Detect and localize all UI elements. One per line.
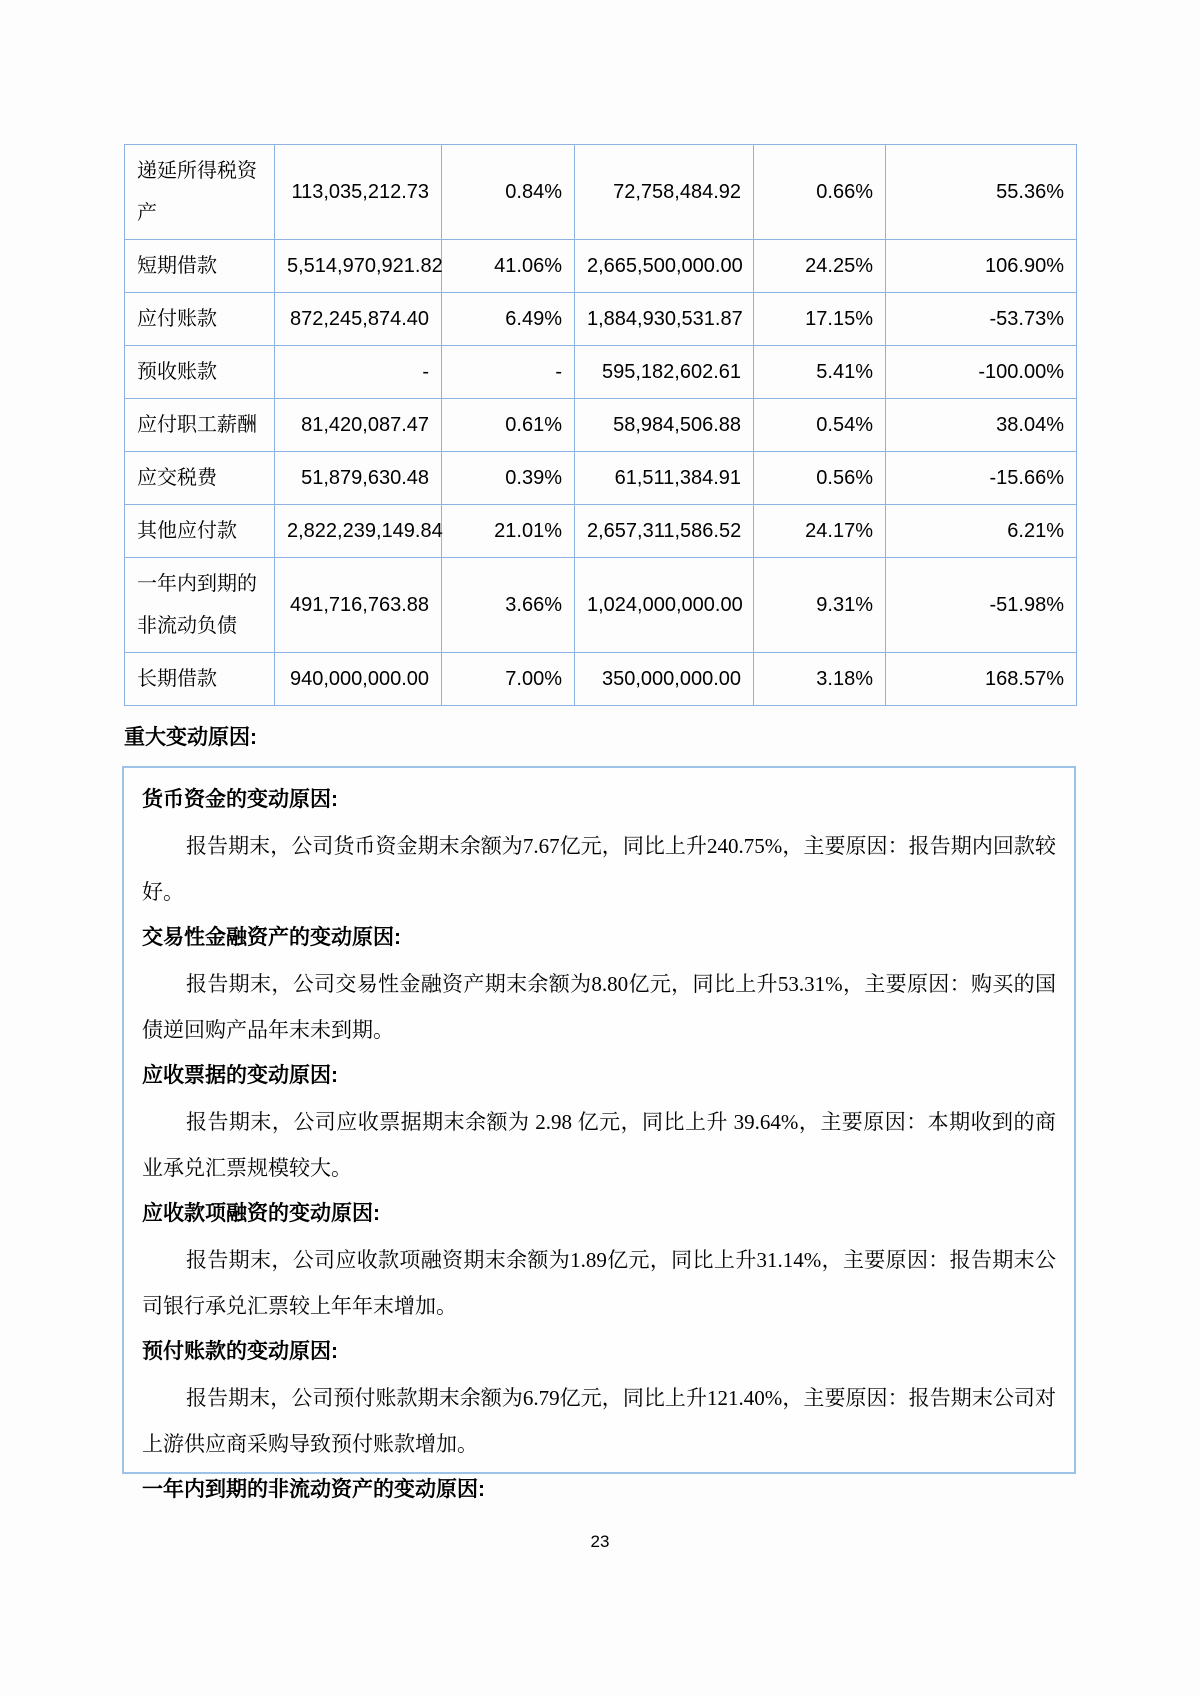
end-amount-cell: 2,822,239,149.84 [275, 505, 442, 558]
end-amount-cell: 81,420,087.47 [275, 399, 442, 452]
end-amount-cell: 872,245,874.40 [275, 293, 442, 346]
row-item-name: 应付职工薪酬 [125, 399, 275, 452]
end-pct-cell: 0.61% [442, 399, 575, 452]
change-pct-cell: -53.73% [886, 293, 1077, 346]
change-pct-cell: -51.98% [886, 558, 1077, 653]
major-change-reason-heading: 重大变动原因: [124, 726, 257, 749]
table-row [125, 399, 1077, 452]
reason-section-body: 报告期末，公司交易性金融资产期末余额为8.80亿元，同比上升53.31%，主要原因：购买的国债逆回购产品年末未到期。 [142, 972, 1056, 1042]
begin-pct-cell: 0.56% [754, 452, 886, 505]
change-pct-cell: -15.66% [886, 452, 1077, 505]
end-pct-cell: 3.66% [442, 558, 575, 653]
reason-section-heading: 预付账款的变动原因: [142, 1340, 338, 1363]
begin-pct-cell: 24.17% [754, 505, 886, 558]
table-row [125, 558, 1077, 653]
reason-section-heading: 应收票据的变动原因: [142, 1064, 338, 1087]
row-item-name: 应交税费 [125, 452, 275, 505]
reason-section-body: 报告期末，公司货币资金期末余额为7.67亿元，同比上升240.75%，主要原因：报告期内回款较好。 [142, 834, 1056, 904]
begin-amount-cell: 72,758,484.92 [575, 145, 754, 240]
end-pct-cell: 21.01% [442, 505, 575, 558]
page-number: 23 [590, 1532, 610, 1551]
change-pct-cell: 106.90% [886, 240, 1077, 293]
begin-pct-cell: 17.15% [754, 293, 886, 346]
financial-changes-table [124, 144, 1077, 706]
begin-pct-cell: 3.18% [754, 653, 886, 706]
end-pct-cell: 7.00% [442, 653, 575, 706]
row-item-name: 其他应付款 [125, 505, 275, 558]
change-pct-cell: 55.36% [886, 145, 1077, 240]
begin-amount-cell: 2,665,500,000.00 [575, 240, 754, 293]
end-pct-cell: 0.39% [442, 452, 575, 505]
row-item-name: 应付账款 [125, 293, 275, 346]
table-row [125, 505, 1077, 558]
row-item-name: 短期借款 [125, 240, 275, 293]
reason-section-body: 报告期末，公司应收票据期末余额为 2.98 亿元，同比上升 39.64%，主要原因：本期收到的商业承兑汇票规模较大。 [142, 1110, 1056, 1180]
end-amount-cell: 5,514,970,921.82 [275, 240, 442, 293]
reason-section-heading: 货币资金的变动原因: [142, 788, 338, 811]
row-item-name: 递延所得税资产 [125, 145, 275, 240]
end-amount-cell: 491,716,763.88 [275, 558, 442, 653]
begin-pct-cell: 24.25% [754, 240, 886, 293]
begin-amount-cell: 2,657,311,586.52 [575, 505, 754, 558]
begin-amount-cell: 1,884,930,531.87 [575, 293, 754, 346]
reason-section-body: 报告期末，公司预付账款期末余额为6.79亿元，同比上升121.40%，主要原因：报告期末公司对上游供应商采购导致预付账款增加。 [142, 1386, 1056, 1456]
table-row [125, 293, 1077, 346]
begin-amount-cell: 595,182,602.61 [575, 346, 754, 399]
end-amount-cell: - [275, 346, 442, 399]
begin-amount-cell: 1,024,000,000.00 [575, 558, 754, 653]
row-item-name: 长期借款 [125, 653, 275, 706]
change-pct-cell: 168.57% [886, 653, 1077, 706]
begin-pct-cell: 0.66% [754, 145, 886, 240]
end-pct-cell: - [442, 346, 575, 399]
reason-section-body: 报告期末，公司应收款项融资期末余额为1.89亿元，同比上升31.14%，主要原因：报告期末公司银行承兑汇票较上年年末增加。 [142, 1248, 1056, 1318]
begin-pct-cell: 5.41% [754, 346, 886, 399]
row-item-name: 一年内到期的非流动负债 [125, 558, 275, 653]
change-pct-cell: -100.00% [886, 346, 1077, 399]
end-amount-cell: 51,879,630.48 [275, 452, 442, 505]
end-pct-cell: 0.84% [442, 145, 575, 240]
reason-section-heading: 应收款项融资的变动原因: [142, 1202, 380, 1225]
begin-amount-cell: 61,511,384.91 [575, 452, 754, 505]
end-pct-cell: 6.49% [442, 293, 575, 346]
table-row [125, 452, 1077, 505]
reason-section-heading: 一年内到期的非流动资产的变动原因: [142, 1478, 485, 1501]
table-row [125, 346, 1077, 399]
begin-pct-cell: 9.31% [754, 558, 886, 653]
table-row [125, 240, 1077, 293]
row-item-name: 预收账款 [125, 346, 275, 399]
reason-section-heading: 交易性金融资产的变动原因: [142, 926, 401, 949]
begin-amount-cell: 350,000,000.00 [575, 653, 754, 706]
table-row [125, 653, 1077, 706]
end-amount-cell: 113,035,212.73 [275, 145, 442, 240]
table-row [125, 145, 1077, 240]
end-pct-cell: 41.06% [442, 240, 575, 293]
change-pct-cell: 6.21% [886, 505, 1077, 558]
change-pct-cell: 38.04% [886, 399, 1077, 452]
begin-pct-cell: 0.54% [754, 399, 886, 452]
end-amount-cell: 940,000,000.00 [275, 653, 442, 706]
reasons-box [122, 766, 1076, 1501]
begin-amount-cell: 58,984,506.88 [575, 399, 754, 452]
